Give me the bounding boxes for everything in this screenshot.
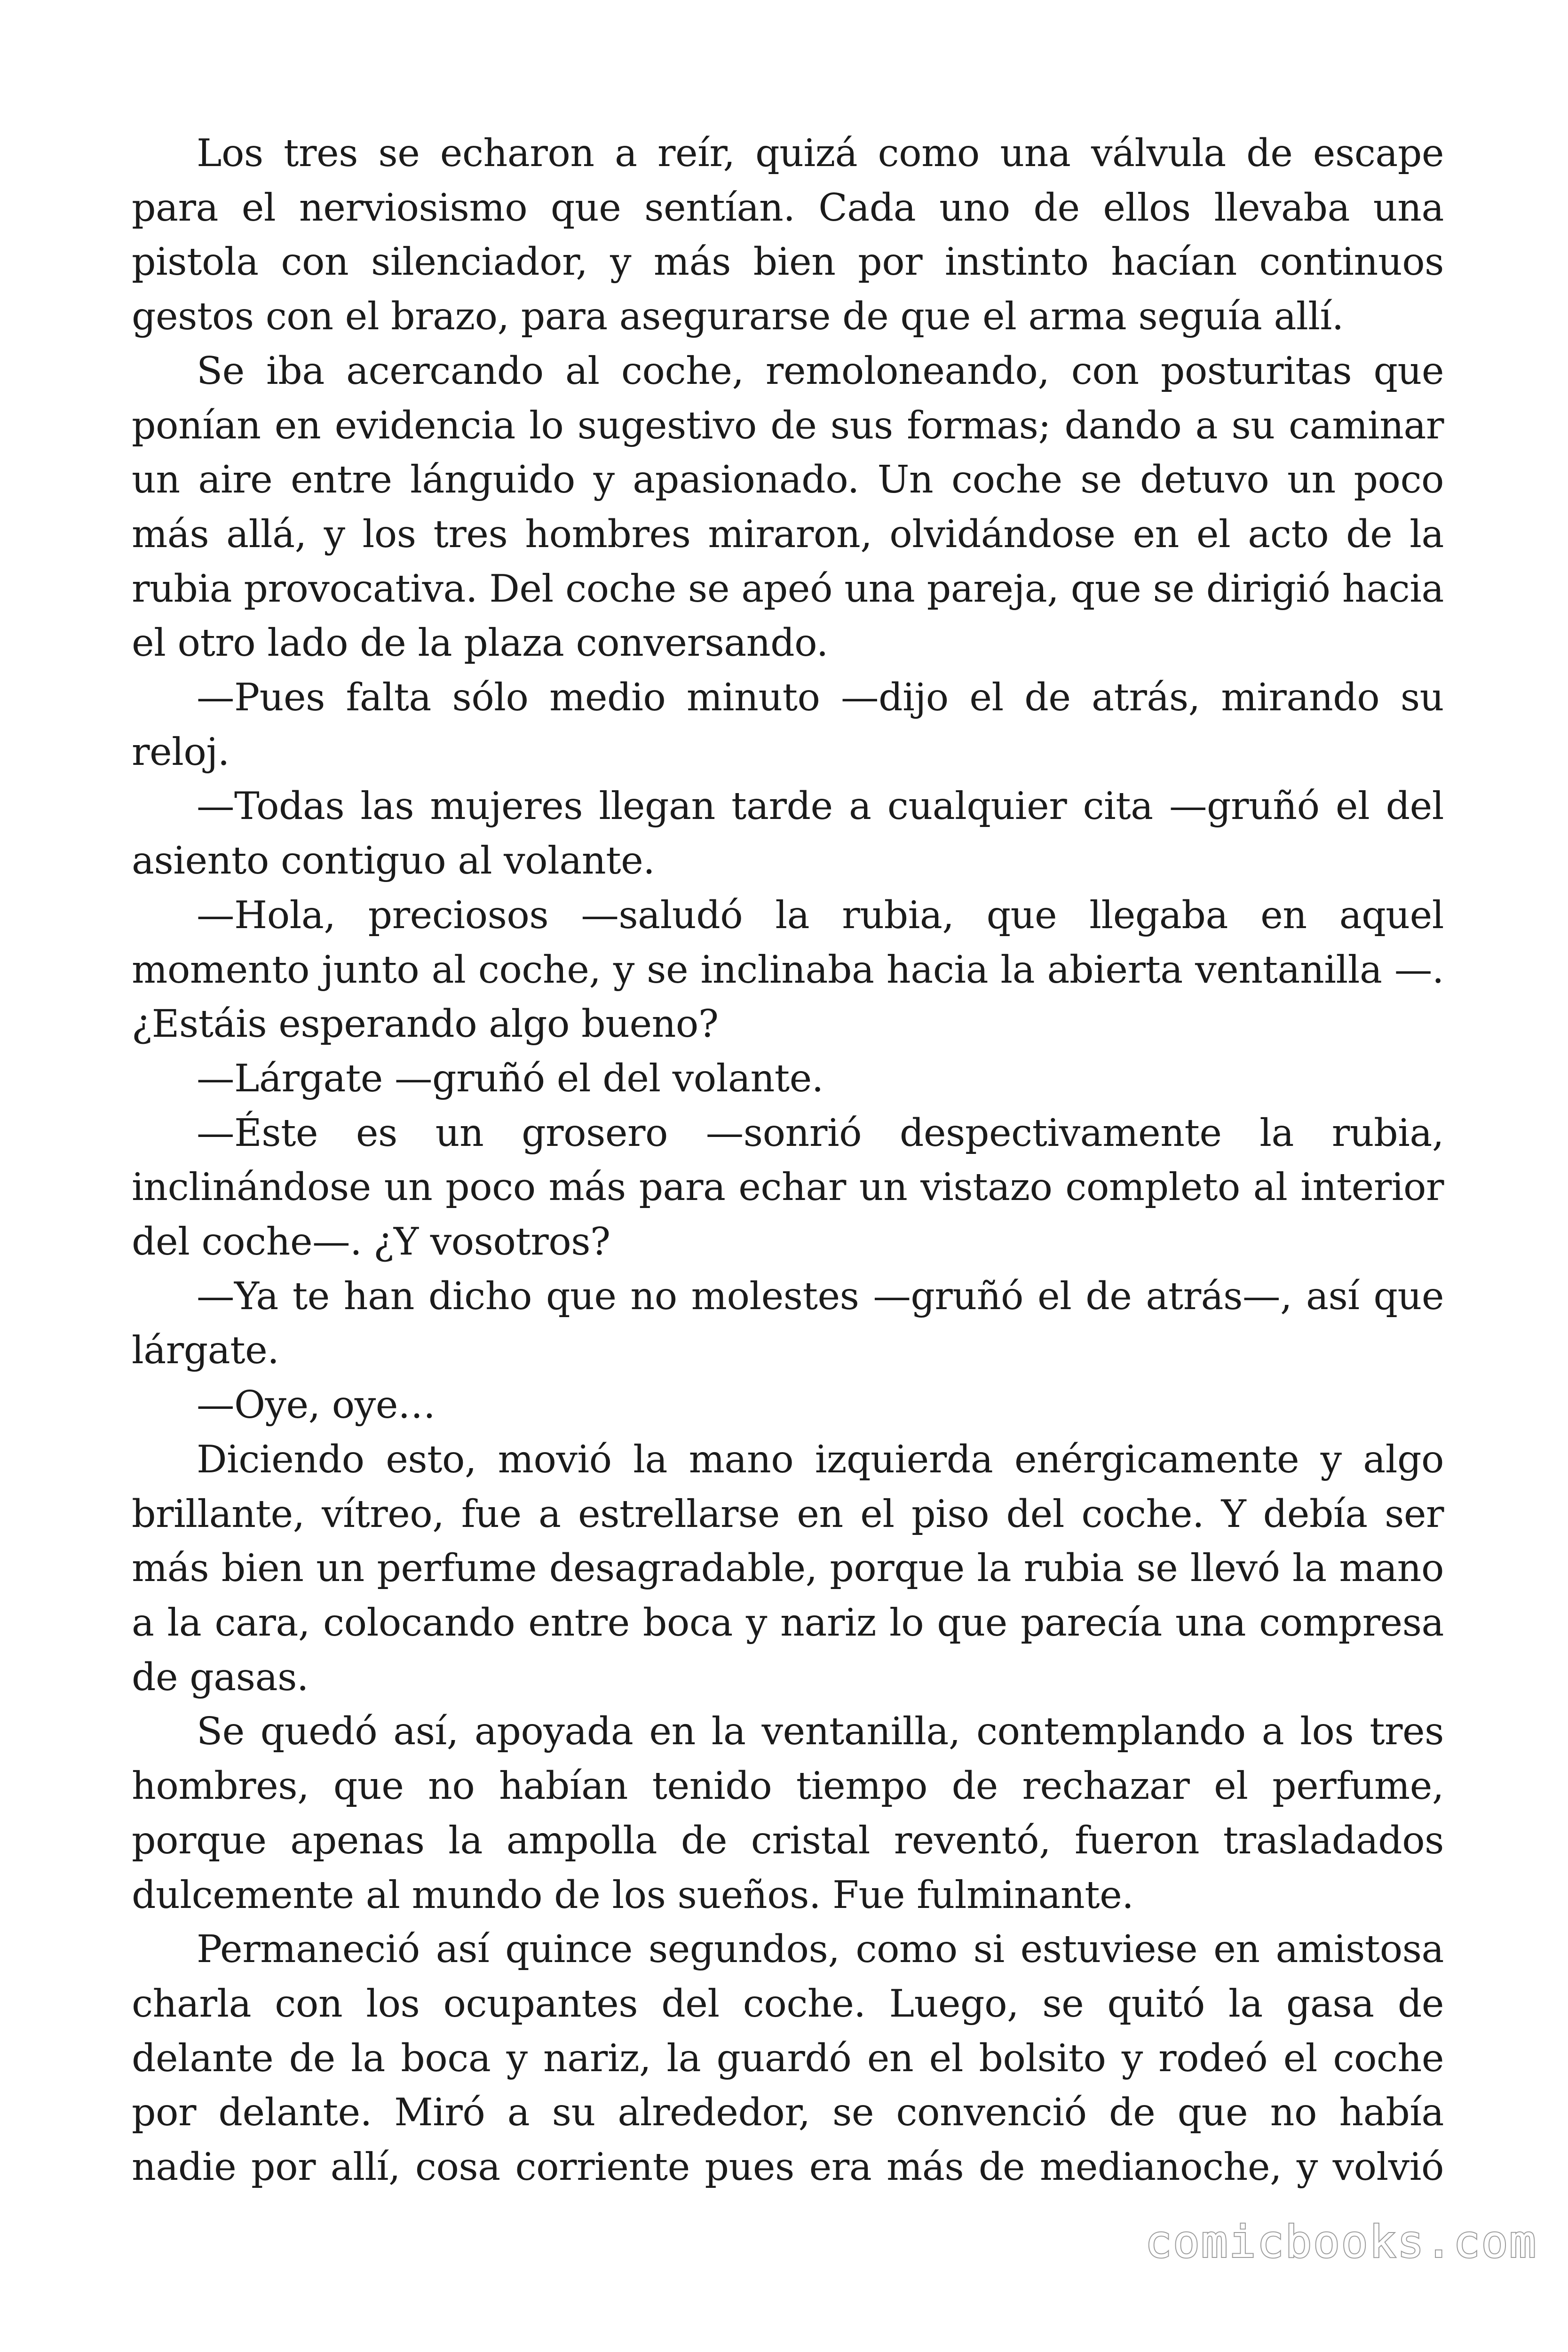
- paragraph-10: Diciendo esto, movió la mano izquierda enérgicamente y algo brillante, vítreo, fue a estrellarse en el piso del coche. Y debía ser más bien un perfume desagradable, porque la rubia se llevó la mano a la cara, colocando entre boca y nariz lo que parecía una compresa de gasas.: [132, 1437, 1444, 1699]
- paragraph-3: —Pues falta sólo medio minuto —dijo el de atrás, mirando su reloj.: [132, 675, 1444, 774]
- book-page-text: [132, 126, 1444, 2194]
- paragraph-1: Los tres se echaron a reír, quizá como una válvula de escape para el nerviosismo que sentían. Cada uno de ellos llevaba una pistola con silenciador, y más bien por instinto hacían continuos gestos con el brazo, para asegurarse de que el arma seguía allí.: [132, 131, 1444, 339]
- paragraph-7: —Éste es un grosero —sonrió despectivamente la rubia, inclinándose un poco más para echar un vistazo completo al interior del coche—. ¿Y vosotros?: [132, 1110, 1444, 1264]
- paragraph-2: Se iba acercando al coche, remoloneando, con posturitas que ponían en evidencia lo sugestivo de sus formas; dando a su caminar un aire entre lánguido y apasionado. Un coche se detuvo un poco más allá, y los tres hombres miraron, olvidándose en el acto de la rubia provocativa. Del coche se apeó una pareja, que se dirigió hacia el otro lado de la plaza conversando.: [132, 348, 1444, 665]
- paragraph-6: —Lárgate —gruñó el del volante.: [197, 1056, 824, 1100]
- watermark: comicbooks.com: [1145, 2217, 1537, 2268]
- paragraph-11: Se quedó así, apoyada en la ventanilla, contemplando a los tres hombres, que no habían tenido tiempo de rechazar el perfume, porque apenas la ampolla de cristal reventó, fueron trasladados dulcemente al mundo de los sueños. Fue fulminante.: [132, 1709, 1444, 1917]
- paragraph-4: —Todas las mujeres llegan tarde a cualquier cita —gruñó el del asiento contiguo al volante.: [132, 784, 1444, 883]
- paragraph-8: —Ya te han dicho que no molestes —gruñó el de atrás—, así que lárgate.: [132, 1273, 1444, 1373]
- paragraph-12: Permaneció así quince segundos, como si estuviese en amistosa charla con los ocupantes del coche. Luego, se quitó la gasa de delante de la boca y nariz, la guardó en el bolsito y rodeó el coche por delante. Miró a su alrededor, se convenció de que no había nadie por allí, cosa corriente pues era más de medianoche, y volvió: [132, 1927, 1444, 2189]
- paragraph-5: —Hola, preciosos —saludó la rubia, que llegaba en aquel momento junto al coche, y se inclinaba hacia la abierta ventanilla —. ¿Estáis esperando algo bueno?: [132, 892, 1444, 1046]
- paragraph-9: —Oye, oye…: [197, 1383, 436, 1427]
